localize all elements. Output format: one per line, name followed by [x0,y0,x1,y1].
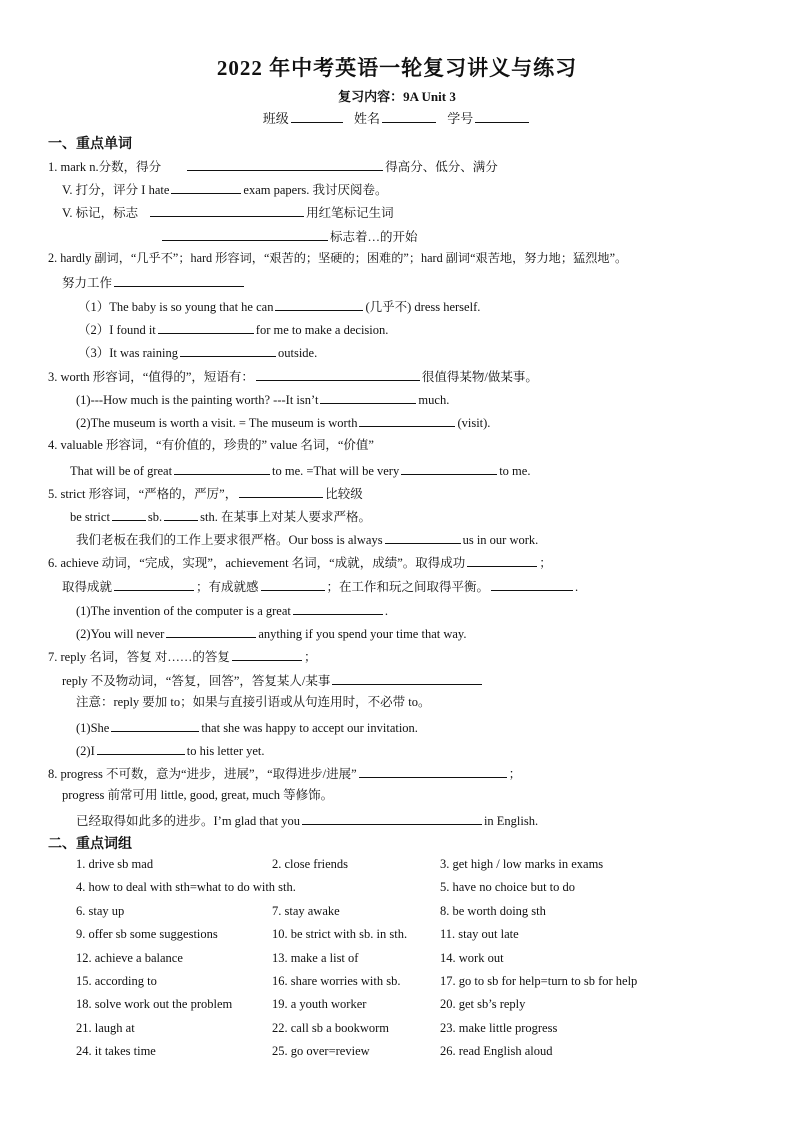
phrase-item: 20. get sb’s reply [440,997,526,1012]
answer-blank[interactable] [491,577,573,591]
answer-blank[interactable] [166,624,256,638]
answer-blank[interactable] [187,157,383,171]
item-line: 努力工作 [62,273,246,291]
class-label: 班级 [262,111,289,126]
phrase-item: 1. drive sb mad [76,857,154,871]
item-line: （2）I found it for me to make a decision. [78,320,388,338]
name-label: 姓名 [353,111,380,126]
item-line: (1)---How much is the painting worth? ---It isn’t much. [76,390,449,408]
phrase-item: 9. offer sb some suggestions [76,927,218,942]
page-title: 2022 年中考英语一轮复习讲义与练习 [216,56,578,80]
item-line: V. 打分，评分 I hate exam papers. 我讨厌阅卷。 [62,180,387,198]
item-line: reply 不及物动词，“答复，回答”，答复某人/某事 [62,671,484,689]
student-info-line [0,108,794,127]
item-line: 1. mark n.分数，得分 得高分、低分、满分 [48,157,498,175]
phrase-item: 6. stay up [76,903,125,918]
phrase-item: 15. according to [76,974,157,988]
answer-blank[interactable] [162,227,328,241]
answer-blank[interactable] [401,461,497,475]
name-blank[interactable] [382,109,436,123]
phrase-item: 13. make a list of [272,950,359,965]
answer-blank[interactable] [114,273,244,287]
phrase-item: 3. get high / low marks in exams [440,857,604,871]
phrase-item: 19. a youth worker [272,997,367,1012]
item-line: (2)You will never anything if you spend your time that way. [76,624,467,642]
phrase-item: 16. share worries with sb. [272,974,401,988]
item-line: (2)The museum is worth a visit. = The museum is worth (visit). [76,413,490,431]
answer-blank[interactable] [239,484,323,498]
answer-blank[interactable] [359,413,455,427]
answer-blank[interactable] [112,507,146,521]
phrase-item: 8. be worth doing sth [440,903,546,918]
answer-blank[interactable] [97,741,185,755]
phrase-item: 17. go to sb for help=turn to sb for help [440,974,638,988]
answer-blank[interactable] [261,577,325,591]
answer-blank[interactable] [164,507,198,521]
item-line: 6. achieve 动词，“完成，实现”，achievement 名词，“成就，成绩”。取得成功 ； [48,553,552,571]
answer-blank[interactable] [320,390,416,404]
item-line: 5. strict 形容词，“严格的，严厉”， 比较级 [48,484,363,502]
phrase-item: 10. be strict with sb. in sth. [272,927,408,942]
id-label: 学号 [447,111,474,126]
item-line: V. 标记，标志 用红笔标记生词 [62,203,394,221]
answer-blank[interactable] [150,203,304,217]
section-heading-words: 一、重点单词 [48,136,132,152]
item-line: 7. reply 名词，答复 对……的答复 ； [48,647,316,665]
item-line: 8. progress 不可数，意为“进步，进展”，“取得进步/进展” ； [48,764,521,782]
phrase-item: 26. read English aloud [440,1044,553,1059]
item-line: （1）The baby is so young that he can (几乎不) dress herself. [78,297,480,315]
phrase-item: 2. close friends [272,857,349,871]
answer-blank[interactable] [114,577,194,591]
class-blank[interactable] [291,109,343,123]
item-line: 标志着…的开始 [160,227,418,245]
id-blank[interactable] [475,109,529,123]
phrase-item: 14. work out [440,950,504,965]
item-line: 注意：reply 要加 to；如果与直接引语或从句连用时，不必带 to。 [76,695,431,709]
item-line: progress 前常可用 little, good, great, much 等修饰。 [62,788,334,802]
phrase-item: 25. go over=review [272,1044,370,1059]
item-line: 取得成就 ；有成就感 ；在工作和玩之间取得平衡。 . [62,577,578,595]
item-line: 2. hardly 副词，“几乎不”；hard 形容词，“艰苦的；坚硬的；困难的”；hard 副词“艰苦地，努力地；猛烈地”。 [48,251,628,265]
answer-blank[interactable] [180,343,276,357]
item-line: 我们老板在我们的工作上要求很严格。Our boss is always us in our work. [76,530,538,548]
phrase-item: 7. stay awake [272,903,340,918]
section-heading-phrases: 二、重点词组 [48,836,132,852]
phrase-item: 24. it takes time [76,1044,156,1059]
item-line: 3. worth 形容词，“值得的”，短语有： 很值得某物/做某事。 [48,367,538,385]
page-subtitle: 复习内容：9A Unit 3 [338,89,456,104]
phrase-item: 22. call sb a bookworm [272,1020,389,1035]
item-line: (1)The invention of the computer is a great . [76,601,388,619]
answer-blank[interactable] [256,367,420,381]
phrase-item: 23. make little progress [440,1020,558,1035]
answer-blank[interactable] [232,647,302,661]
item-line: 4. valuable 形容词，“有价值的，珍贵的” value 名词，“价值” [48,438,374,452]
answer-blank[interactable] [385,530,461,544]
phrase-item: 12. achieve a balance [76,950,183,965]
answer-blank[interactable] [275,297,363,311]
phrase-item: 11. stay out late [440,927,519,942]
phrase-item: 18. solve work out the problem [76,997,233,1012]
item-line: (2)I to his letter yet. [76,741,265,759]
answer-blank[interactable] [359,764,507,778]
phrase-item: 4. how to deal with sth=what to do with sth. [76,880,296,895]
answer-blank[interactable] [332,671,482,685]
answer-blank[interactable] [171,180,241,194]
answer-blank[interactable] [293,601,383,615]
phrase-item: 5. have no choice but to do [440,880,576,895]
item-line: That will be of great to me. =That will be very to me. [70,461,530,479]
answer-blank[interactable] [302,811,482,825]
item-line: be strict sb. sth. 在某事上对某人要求严格。 [70,507,371,525]
item-line: （3）It was raining outside. [78,343,317,361]
item-line: 已经取得如此多的进步。I’m glad that you in English. [76,811,538,829]
answer-blank[interactable] [158,320,254,334]
answer-blank[interactable] [174,461,270,475]
answer-blank[interactable] [467,553,537,567]
answer-blank[interactable] [111,718,199,732]
phrase-item: 21. laugh at [76,1020,135,1035]
item-line: (1)She that she was happy to accept our invitation. [76,718,418,736]
